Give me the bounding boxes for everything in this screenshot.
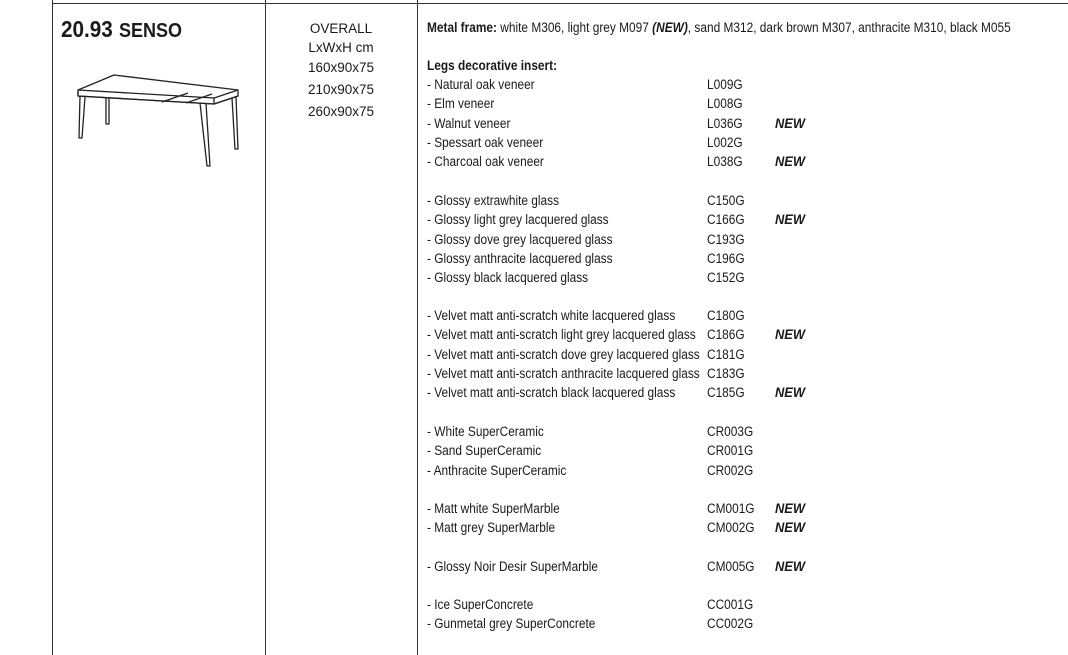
finish-label: - Velvet matt anti-scratch black lacquered glass (427, 385, 676, 401)
metal-frame-line (427, 18, 1068, 37)
finish-label: - Glossy light grey lacquered glass (427, 212, 609, 228)
finish-code: C150G (707, 193, 745, 208)
new-badge: NEW (775, 211, 806, 228)
finish-code: L002G (707, 134, 743, 150)
metal-frame-colors-a: white M306, light grey M097 (496, 20, 653, 35)
finish-label: - Glossy anthracite lacquered glass (427, 250, 613, 266)
finish-code: L036G (707, 115, 743, 131)
column-divider-right (417, 0, 418, 655)
finish-label: - Charcoal oak veneer (427, 154, 544, 170)
product-name: SENSO (119, 20, 183, 42)
dimension-size: 210x90x75 (307, 82, 375, 97)
finish-label: - Glossy black lacquered glass (427, 270, 589, 286)
product-title (61, 16, 189, 43)
new-badge: NEW (775, 558, 806, 574)
finish-label: - Ice SuperConcrete (427, 597, 534, 612)
finish-label: - Glossy dove grey lacquered glass (427, 231, 613, 247)
finish-code: CR001G (707, 443, 754, 459)
finish-code: CM002G (707, 520, 755, 536)
finish-code: C193G (707, 231, 745, 247)
new-badge: NEW (775, 519, 806, 536)
dimension-size: 160x90x75 (307, 60, 375, 75)
metal-frame-colors-b: , sand M312, dark brown M307, anthracite M310, black M055 (687, 20, 1011, 35)
finish-code: L009G (707, 77, 743, 92)
new-badge: NEW (775, 384, 806, 401)
finish-code: C152G (707, 270, 745, 286)
finish-code: CM005G (707, 559, 755, 574)
finish-label: - Glossy extrawhite glass (427, 193, 560, 208)
finish-label: - Matt grey SuperMarble (427, 520, 556, 536)
finish-label: - Velvet matt anti-scratch anthracite lacquered glass (427, 365, 700, 381)
dimension-size: 260x90x75 (307, 104, 375, 119)
legs-insert-label: Legs decorative insert: (427, 58, 558, 73)
metal-frame-new-tag: (NEW) (652, 20, 688, 35)
new-badge: NEW (775, 114, 806, 131)
extending-table-illustration (76, 72, 246, 172)
finish-code: C166G (707, 212, 745, 228)
finish-label: - Gunmetal grey SuperConcrete (427, 616, 596, 632)
finish-label: - Velvet matt anti-scratch light grey lacquered glass (427, 327, 696, 343)
metal-frame-label: Metal frame: (427, 20, 497, 35)
finish-label: - Matt white SuperMarble (427, 501, 560, 516)
finish-code: C196G (707, 250, 745, 266)
finish-label: - Glossy Noir Desir SuperMarble (427, 559, 598, 574)
finish-label: - Spessart oak veneer (427, 134, 544, 150)
column-divider-left (52, 0, 53, 655)
finish-code: C180G (707, 308, 745, 323)
finish-code: C186G (707, 327, 745, 343)
finish-code: C183G (707, 365, 745, 381)
finish-code: CM001G (707, 501, 755, 516)
dimensions-column (298, 19, 384, 123)
finish-label: - Anthracite SuperCeramic (427, 462, 567, 478)
finish-label: - White SuperCeramic (427, 424, 544, 439)
finish-code: L038G (707, 154, 743, 170)
finish-code: CR003G (707, 424, 754, 439)
finish-label: - Walnut veneer (427, 115, 511, 131)
finish-label: - Sand SuperCeramic (427, 443, 542, 459)
dimensions-header-overall: OVERALL (309, 21, 373, 36)
finish-code: C181G (707, 346, 745, 362)
finish-label: - Velvet matt anti-scratch white lacquered glass (427, 308, 676, 323)
finish-code: L008G (707, 96, 743, 112)
table-top-border (52, 3, 1068, 4)
new-badge: NEW (775, 500, 806, 516)
column-divider-middle (265, 0, 266, 655)
finish-code: C185G (707, 385, 745, 401)
new-badge: NEW (775, 153, 806, 170)
finish-label: - Natural oak veneer (427, 77, 535, 92)
finish-code: CR002G (707, 462, 754, 478)
new-badge: NEW (775, 326, 806, 343)
dimensions-header-unit: LxWxH cm (308, 40, 374, 55)
finish-label: - Velvet matt anti-scratch dove grey lacquered glass (427, 346, 700, 362)
legs-insert-heading (427, 56, 575, 75)
finish-code: CC001G (707, 597, 754, 612)
finish-code: CC002G (707, 616, 754, 632)
finish-label: - Elm veneer (427, 96, 495, 112)
product-code: 20.93 (61, 16, 113, 42)
